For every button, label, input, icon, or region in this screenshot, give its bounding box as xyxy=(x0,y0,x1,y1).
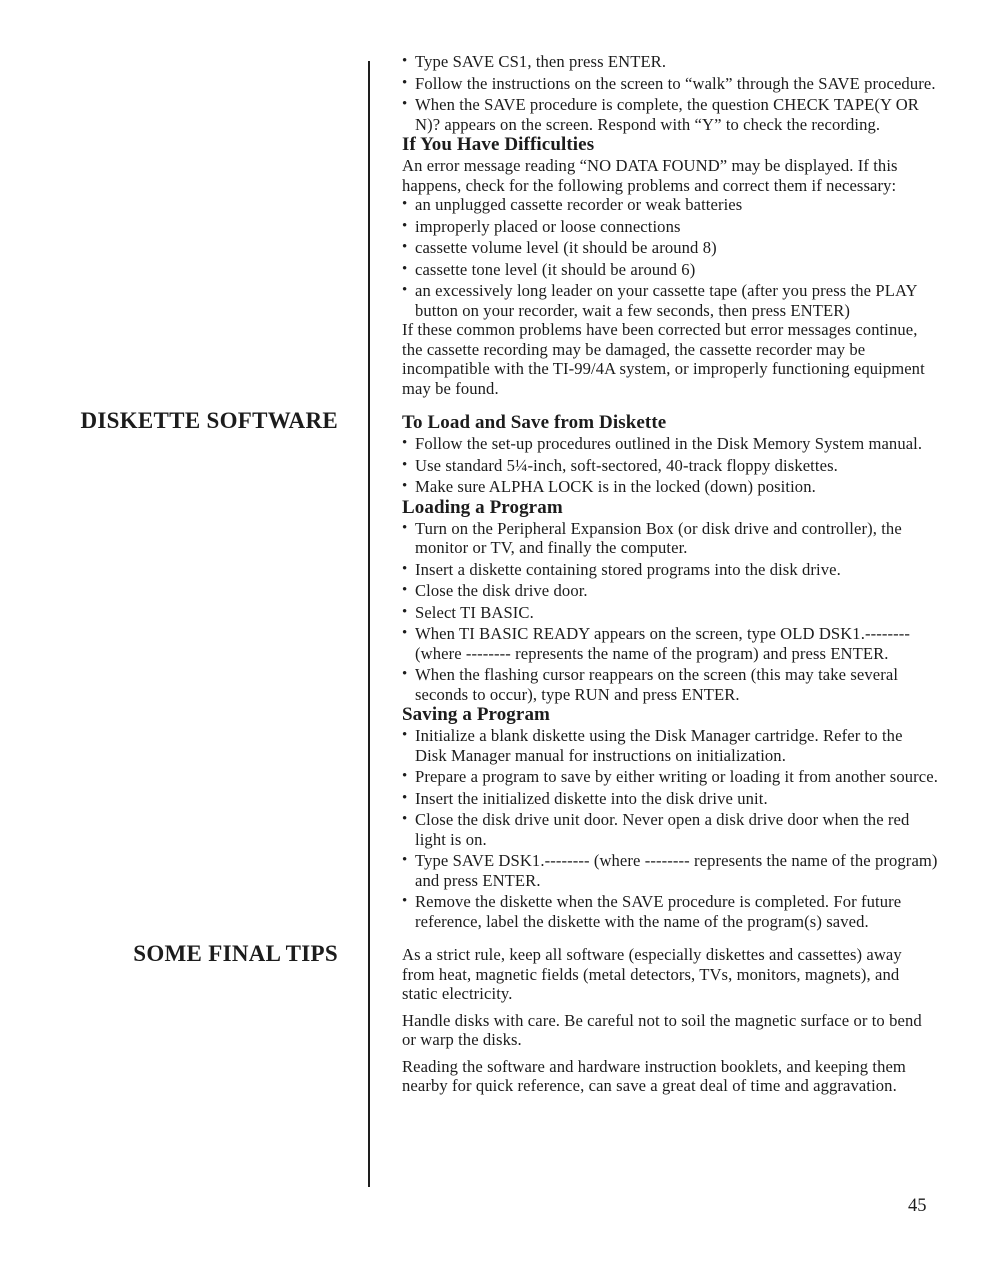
difficulties-list xyxy=(402,195,938,320)
paragraph: As a strict rule, keep all software (especially diskettes and cassettes) away from heat, magnetic fields (metal detectors, TVs, monitors, magnets), and static electricity. xyxy=(402,945,902,1003)
list-item: • Prepare a program to save by either writing or loading it from another source. xyxy=(402,767,938,787)
list-item: • Type SAVE DSK1.-------- (where -------- represents the name of the program) and press ENTER. xyxy=(402,851,938,890)
section-heading: If You Have Difficulties xyxy=(402,134,595,155)
margin-heading-diskette-software: DISKETTE SOFTWARE xyxy=(80,408,338,433)
list-item: • Type SAVE CS1, then press ENTER. xyxy=(402,52,938,72)
list-item: • When the SAVE procedure is complete, the question CHECK TAPE(Y OR N)? appears on the screen. Respond with “Y” to check the recording. xyxy=(402,95,938,134)
list-item: • Use standard 5¼-inch, soft-sectored, 40-track floppy diskettes. xyxy=(402,456,938,476)
list-item: • Follow the set-up procedures outlined in the Disk Memory System manual. xyxy=(402,434,938,454)
list-item: • an unplugged cassette recorder or weak batteries xyxy=(402,195,938,215)
column-divider-rule xyxy=(368,61,370,1187)
list-item: • When the flashing cursor reappears on the screen (this may take several seconds to occur), type RUN and press ENTER. xyxy=(402,665,938,704)
content-column xyxy=(80,52,938,1096)
section-heading: Saving a Program xyxy=(402,704,550,725)
list-item: • Remove the diskette when the SAVE procedure is completed. For future reference, label the diskette with the name of the program(s) saved. xyxy=(402,892,938,931)
list-item: • cassette tone level (it should be around 6) xyxy=(402,260,938,280)
section-heading: Loading a Program xyxy=(402,496,563,518)
list-item: • improperly placed or loose connections xyxy=(402,217,938,237)
list-item: • Insert the initialized diskette into the disk drive unit. xyxy=(402,789,938,809)
list-item: • Make sure ALPHA LOCK is in the locked (down) position. xyxy=(402,477,938,497)
list-item: • Close the disk drive unit door. Never open a disk drive door when the red light is on. xyxy=(402,810,938,849)
list-item: • cassette volume level (it should be around 8) xyxy=(402,238,938,258)
list-item: • Insert a diskette containing stored programs into the disk drive. xyxy=(402,560,938,580)
section-final-tips xyxy=(133,941,938,1096)
cassette-save-list xyxy=(402,52,938,134)
section-heading: To Load and Save from Diskette xyxy=(402,412,667,433)
list-item: • When TI BASIC READY appears on the screen, type OLD DSK1.-------- (where -------- represents the name of the program) and press ENTER. xyxy=(402,624,938,663)
section-difficulties xyxy=(402,134,938,398)
list-item: • Initialize a blank diskette using the Disk Manager cartridge. Refer to the Disk Manager manual for instructions on initialization. xyxy=(402,726,938,765)
list-item: • Close the disk drive door. xyxy=(402,581,938,601)
load-save-list xyxy=(402,434,938,497)
list-item: • Turn on the Peripheral Expansion Box (or disk drive and controller), the monitor or TV, and finally the computer. xyxy=(402,519,938,558)
section-diskette-software xyxy=(80,408,938,931)
paragraph: Handle disks with care. Be careful not to soil the magnetic surface or to bend or warp the disks. xyxy=(402,1010,922,1049)
list-item: • Select TI BASIC. xyxy=(402,603,938,623)
paragraph: If these common problems have been corrected but error messages continue, the cassette recording may be damaged, the cassette recorder may be incompatible with the TI-99/4A system, or improperly functioning equipment may be found. xyxy=(402,320,925,398)
saving-program-list xyxy=(402,726,938,931)
page-number: 45 xyxy=(908,1196,927,1216)
paragraph: Reading the software and hardware instruction booklets, and keeping them nearby for quick reference, can save a great deal of time and aggravation. xyxy=(402,1056,906,1095)
list-item: • an excessively long leader on your cassette tape (after you press the PLAY button on your recorder, wait a few seconds, then press ENTER) xyxy=(402,281,938,320)
loading-program-list xyxy=(402,519,938,705)
paragraph: An error message reading “NO DATA FOUND” may be displayed. If this happens, check for the following problems and correct them if necessary: xyxy=(402,156,898,195)
list-item: • Follow the instructions on the screen to “walk” through the SAVE procedure. xyxy=(402,74,938,94)
margin-heading-final-tips: SOME FINAL TIPS xyxy=(133,941,338,966)
